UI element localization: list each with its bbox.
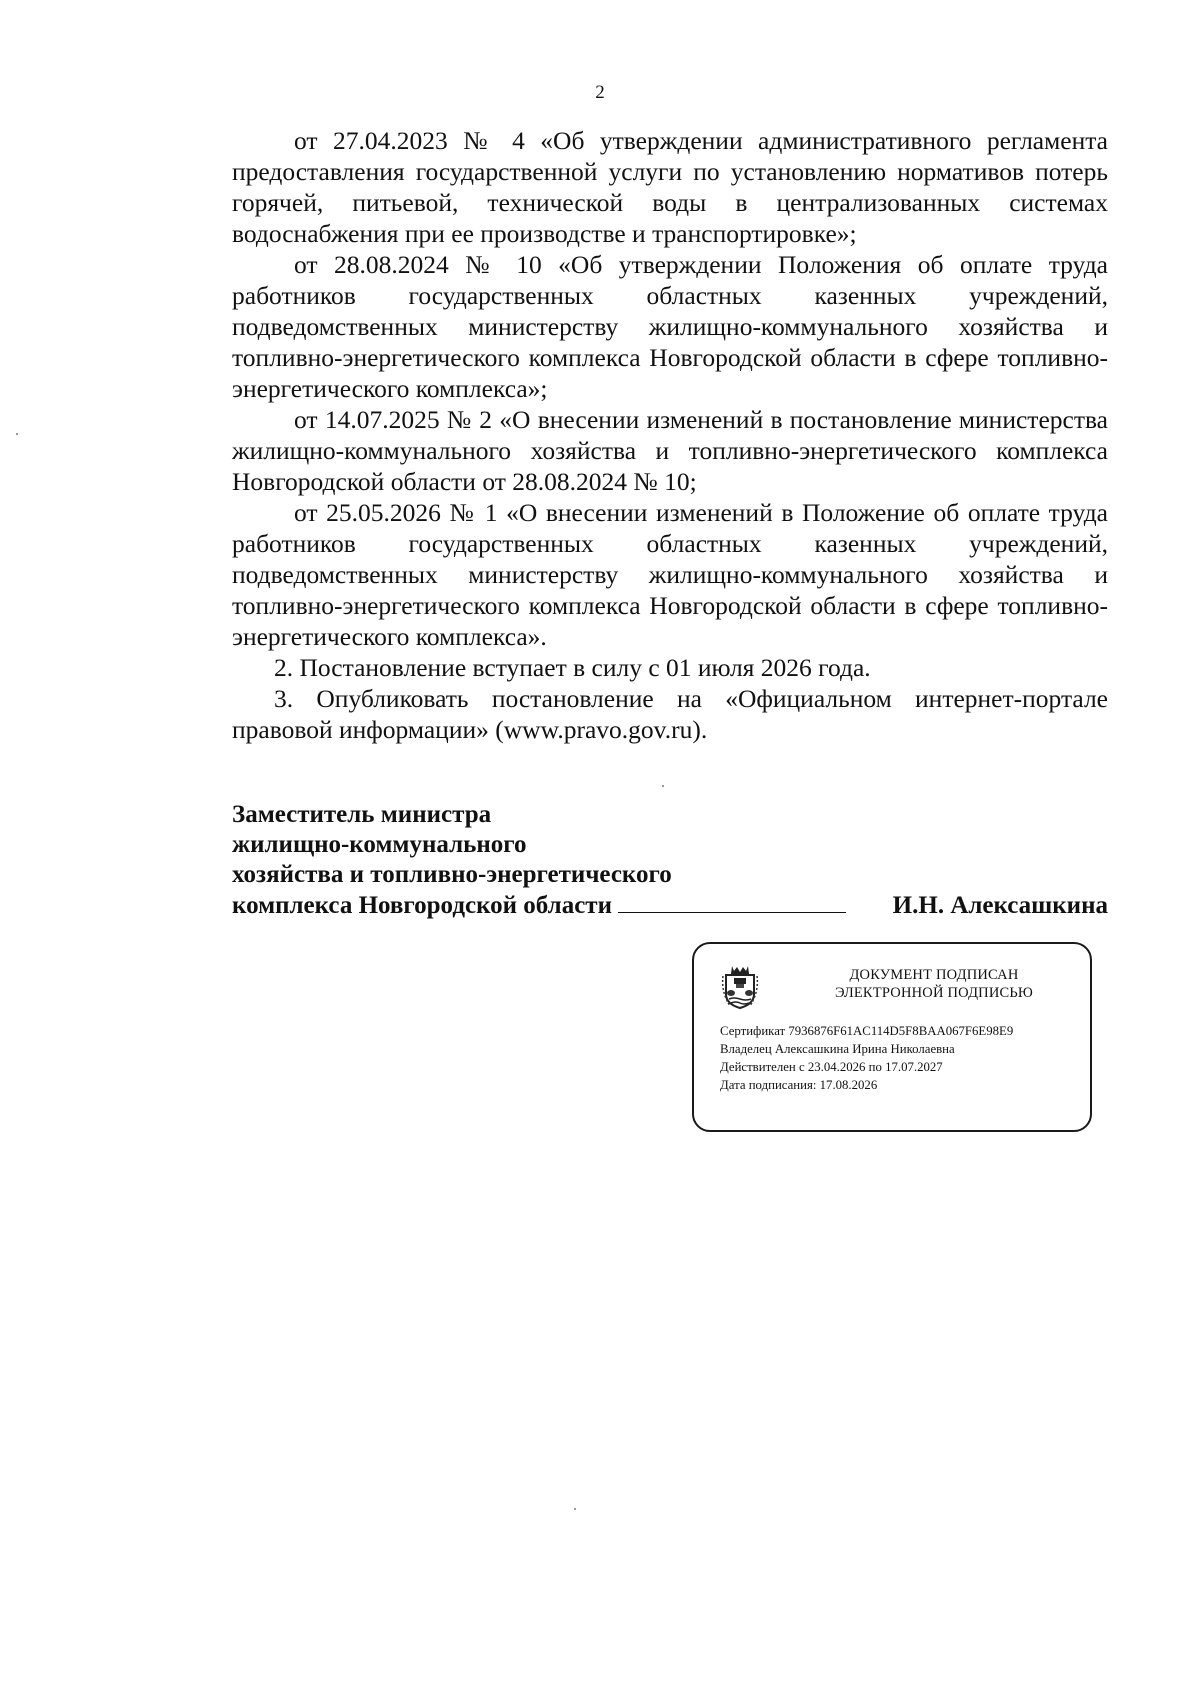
signatory-last-line [232,890,1108,921]
signature-underline [618,890,846,913]
signatory-position-line: Заместитель министра [232,801,492,828]
certificate-owner: Владелец Алексашкина Ирина Николаевна [720,1042,955,1056]
signatory-position-line: жилищно-коммунального [232,831,527,858]
document-body [232,125,1108,745]
novgorod-coat-of-arms-icon [720,962,760,1010]
scan-speck [16,433,18,435]
signatory-position-line: хозяйства и топливно-энергетического [232,861,672,888]
stamp-details [720,1022,1092,1094]
paragraph-regulation-2026: от 25.05.2026 № 1 «О внесении изменений в Положение об оплате труда работников государственных областных казенных учреждений, подведомственных министерству жилищно-коммунального хозяйства и топливно-энергетического комплекса Новгородской области в сфере топливно-энергетического комплекса». [232,498,1108,651]
electronic-signature-stamp [692,942,1092,1132]
paragraph-regulation-2024: от 28.08.2024 № 10 «Об утверждении Положения об оплате труда работников государственных областных казенных учреждений, подведомственных министерству жилищно-коммунального хозяйства и топливно-энергетического комплекса Новгородской области в сфере топливно-энергетического комплекса»; [232,250,1108,403]
clause-publication: 3. Опубликовать постановление на «Официальном интернет-портале правовой информации» (www.pravo.gov.ru). [232,684,1108,744]
scan-speck [574,1508,576,1510]
clause-effective-date: 2. Постановление вступает в силу с 01 июля 2026 года. [274,653,871,682]
signatory-name: И.Н. Алексашкина [892,892,1108,919]
signatory-position-line: комплекса Новгородской области [232,892,612,919]
paragraph-regulation-2025: от 14.07.2025 № 2 «О внесении изменений в постановление министерства жилищно-коммунального хозяйства и топливно-энергетического комплекса Новгородской области от 28.08.2024 № 10; [232,405,1108,496]
certificate-number: Сертификат 7936876F61AC114D5F8BAA067F6E98E9 [720,1024,1014,1038]
scan-speck [662,785,664,787]
signature-block [232,800,1108,921]
certificate-validity: Действителен с 23.04.2026 по 17.07.2027 [720,1060,943,1074]
page-number: 2 [595,82,605,103]
stamp-header-line: ДОКУМЕНТ ПОДПИСАН [849,967,1019,983]
stamp-header [804,966,1064,1002]
stamp-header-line: ЭЛЕКТРОННОЙ ПОДПИСЬЮ [834,985,1034,1001]
paragraph-regulation-2023: от 27.04.2023 № 4 «Об утверждении административного регламента предоставления государственной услуги по установлению нормативов потерь горячей, питьевой, технической воды в централизованных системах водоснабжения при ее производстве и транспортировке»; [232,126,1108,248]
signing-date: Дата подписания: 17.08.2026 [720,1078,878,1092]
